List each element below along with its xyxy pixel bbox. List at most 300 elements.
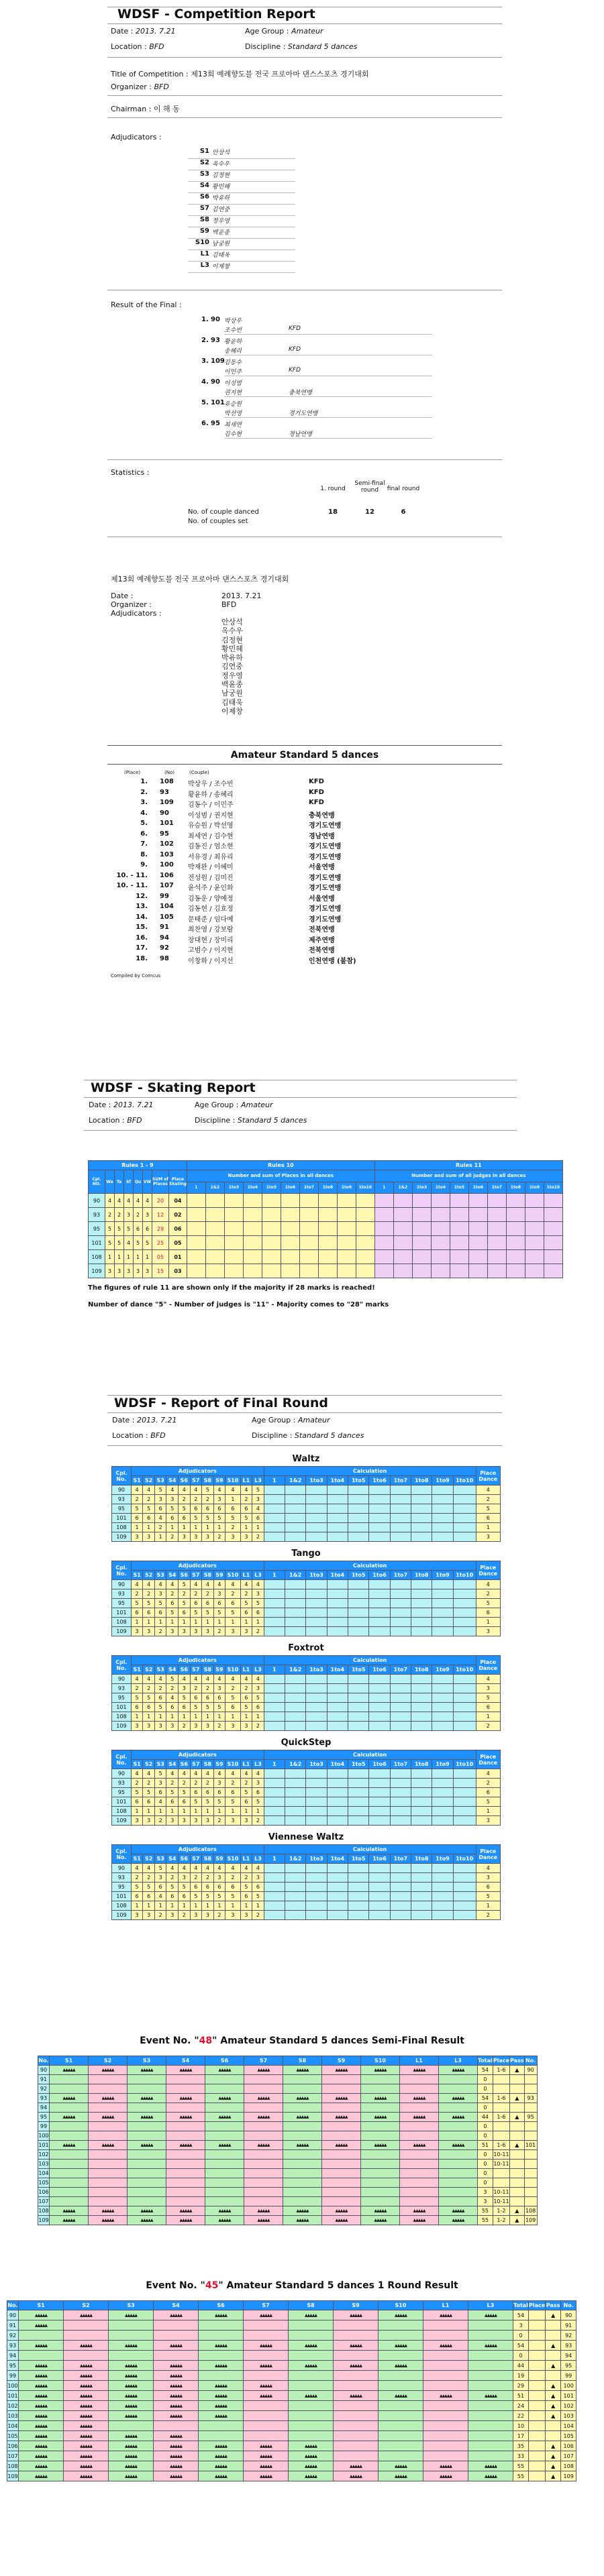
- result-club: 전북연맹: [309, 947, 335, 954]
- judge-header: S4: [166, 1854, 179, 1864]
- semi-marks: ▲▲▲▲▲: [400, 2206, 439, 2216]
- r1-marks: [423, 2351, 468, 2361]
- calc-cell: [306, 1722, 327, 1731]
- judge-header: S8: [202, 1665, 214, 1675]
- r1-marks: ▲▲▲▲▲: [109, 2401, 154, 2411]
- dance-cell: 2: [213, 1911, 225, 1920]
- calc-cell: [453, 1873, 476, 1883]
- final-result-label: Result of the Final :: [111, 300, 182, 309]
- r1-marks: ▲▲▲▲▲: [379, 2461, 423, 2471]
- location-value: BFD: [149, 42, 164, 51]
- calc-cell: [390, 1807, 411, 1816]
- result-place: 8.: [140, 850, 148, 858]
- rule10-cell: [356, 1194, 374, 1208]
- calc-cell: [432, 1807, 453, 1816]
- r1-marks: ▲▲▲▲▲: [19, 2441, 64, 2451]
- semi-place: [493, 2178, 509, 2188]
- dance-cell: 1: [252, 1807, 264, 1816]
- r1-place: [529, 2411, 546, 2421]
- r1-marks: ▲▲▲▲▲: [109, 2361, 154, 2371]
- dance-cell: 1: [240, 1901, 252, 1911]
- calc-header: 1to6: [369, 1854, 390, 1864]
- dance-cell: 4: [166, 1486, 179, 1495]
- dance-cell: 5: [143, 1788, 155, 1797]
- r1-marks: [379, 2371, 423, 2381]
- rule10-cell: [337, 1236, 356, 1250]
- semi-pass: ▲: [510, 2094, 525, 2103]
- r1-side-header: No.: [561, 2301, 576, 2310]
- semi-marks: ▲▲▲▲▲: [50, 2216, 89, 2225]
- dance-cell: 108: [112, 1618, 132, 1627]
- dance-cell: 5: [202, 1486, 214, 1495]
- judge-header: L1: [240, 1665, 252, 1675]
- dance-cell: 109: [112, 1722, 132, 1731]
- rule10-cell: [187, 1194, 205, 1208]
- dance-cell: 4: [143, 1769, 155, 1779]
- semi-marks: [361, 2169, 400, 2178]
- calc-header: 1: [264, 1476, 285, 1486]
- semi-marks: ▲▲▲▲▲: [50, 2141, 89, 2150]
- rule11-cell: [431, 1208, 450, 1222]
- dance-cell: 1: [202, 1712, 214, 1722]
- calc-cell: [306, 1873, 327, 1883]
- calc-cell: [390, 1523, 411, 1532]
- stats-col-3: final round: [387, 486, 420, 492]
- calc-cell: [285, 1599, 306, 1608]
- calc-col-header: 1to3: [412, 1182, 431, 1194]
- skating-cell: 3: [124, 1264, 134, 1278]
- r1-marks: ▲▲▲▲▲: [19, 2461, 64, 2471]
- r1-marks: ▲▲▲▲▲: [334, 2471, 379, 2481]
- dance-cell: 95: [112, 1504, 132, 1514]
- rule11-cell: [525, 1222, 544, 1236]
- rule10-cell: [337, 1250, 356, 1264]
- semi-judge-header: L3: [439, 2056, 478, 2066]
- calc-cell: [306, 1495, 327, 1504]
- rule10-cell: [243, 1236, 262, 1250]
- dance-cell: 4: [143, 1864, 155, 1873]
- semi-pass: [510, 2075, 525, 2084]
- adjudicator-row: [188, 182, 295, 193]
- r1-marks: ▲▲▲▲▲: [154, 2361, 199, 2371]
- calc-cell: [432, 1580, 453, 1589]
- r1-row: [7, 2320, 576, 2331]
- result-couple: 황윤하 / 송혜리: [188, 791, 234, 799]
- results-header: 제13회 예례향도블 전국 프로아마 댄스스포츠 경기대회: [111, 575, 289, 583]
- rule11-cell: [506, 1264, 525, 1278]
- judge-header: L1: [240, 1854, 252, 1864]
- calc-header: 1to10: [453, 1854, 476, 1864]
- semi-marks: [128, 2169, 166, 2178]
- rule11-cell: [374, 1264, 393, 1278]
- adjudicators-header: Adjudicators: [131, 1750, 264, 1760]
- dance-cell: 4: [179, 1864, 191, 1873]
- judge-header: S6: [179, 1760, 191, 1769]
- semi-row-no: 103: [38, 2160, 50, 2169]
- calc-cell: [348, 1883, 369, 1892]
- final-club: 경남연맹: [289, 431, 312, 438]
- dance-cell: 2: [252, 1722, 264, 1731]
- calc-cell: [306, 1779, 327, 1788]
- dance-cell: 6: [225, 1703, 240, 1712]
- r1-marks: [64, 2331, 109, 2341]
- dance-cell: 6: [240, 1608, 252, 1618]
- rule10-cell: [224, 1222, 243, 1236]
- calc-col-header: 1to7: [487, 1182, 506, 1194]
- judge-header: S10: [225, 1476, 240, 1486]
- semi-total: 51: [478, 2141, 493, 2150]
- skating-discipline: Standard 5 dances: [237, 1116, 307, 1125]
- rule11-cell: [393, 1194, 412, 1208]
- calc-cell: [264, 1589, 285, 1599]
- r1-result-no: 108: [561, 2461, 576, 2471]
- results-row: [107, 923, 483, 934]
- adjudicator-name: 이제창: [212, 264, 230, 270]
- calc-cell: [285, 1883, 306, 1892]
- results-date-label: Date :: [111, 592, 134, 600]
- dance-cell: 4: [202, 1864, 214, 1873]
- calc-header: 1to5: [348, 1476, 369, 1486]
- r1-marks: ▲▲▲▲▲: [109, 2471, 154, 2481]
- r1-result-no: 93: [561, 2341, 576, 2351]
- statistics-label: Statistics :: [111, 468, 150, 477]
- semi-result-no: [524, 2075, 537, 2084]
- calc-cell: [348, 1712, 369, 1722]
- r1-marks: ▲▲▲▲▲: [379, 2391, 423, 2401]
- r1-marks: ▲▲▲▲▲: [19, 2421, 64, 2431]
- final-number: 90: [211, 316, 220, 323]
- r1-pass: [546, 2331, 561, 2341]
- r1-marks: ▲▲▲▲▲: [109, 2371, 154, 2381]
- adjudicator-list: [188, 148, 295, 273]
- adjudicator-code: L3: [200, 262, 209, 269]
- semi-result-no: [524, 2169, 537, 2178]
- calc-cell: [348, 1589, 369, 1599]
- judge-header: S10: [225, 1571, 240, 1580]
- r1-total: 29: [513, 2381, 529, 2391]
- calc-cell: [285, 1901, 306, 1911]
- calc-header: 1to3: [306, 1571, 327, 1580]
- r1-row: [7, 2461, 576, 2471]
- judge-header: S3: [154, 1760, 166, 1769]
- r1-judge-header: L1: [423, 2301, 468, 2310]
- semi-pass: [510, 2188, 525, 2197]
- semi-marks: [205, 2122, 244, 2131]
- semi-result-no: [524, 2131, 537, 2141]
- r1-place: [529, 2341, 546, 2351]
- r1-judge-header: S2: [64, 2301, 109, 2310]
- rule10-cell: [299, 1194, 318, 1208]
- calc-cell: [285, 1712, 306, 1722]
- dance-cell: 4: [131, 1769, 143, 1779]
- dance-cell: 6: [154, 1504, 166, 1514]
- calc-cell: [432, 1675, 453, 1684]
- r1-marks: [423, 2331, 468, 2341]
- dance-cell: 5: [240, 1514, 252, 1523]
- dance-cell: 4: [225, 1769, 240, 1779]
- dance-cell: 5: [131, 1693, 143, 1703]
- semi-marks: [244, 2150, 283, 2160]
- r1-marks: ▲▲▲▲▲: [154, 2471, 199, 2481]
- dance-cell: 4: [202, 1675, 214, 1684]
- r1-pass: ▲: [546, 2401, 561, 2411]
- semi-marks: [322, 2178, 361, 2188]
- dance-cell: 6: [240, 1892, 252, 1901]
- dance-cell: 3: [131, 1532, 143, 1542]
- semi-row: [38, 2178, 538, 2188]
- semi-place: 1-6: [493, 2113, 509, 2122]
- semi-marks: [322, 2197, 361, 2206]
- r1-marks: [334, 2451, 379, 2461]
- r1-judge-header: S10: [379, 2301, 423, 2310]
- semi-marks: [283, 2150, 322, 2160]
- r1-marks: [423, 2441, 468, 2451]
- skating-title: WDSF - Skating Report: [91, 1080, 256, 1095]
- skating-cell: 95: [89, 1222, 105, 1236]
- dance-cell: 2: [213, 1722, 225, 1731]
- calc-cell: [432, 1883, 453, 1892]
- semi-row: [38, 2216, 538, 2225]
- dance-cell: 2: [213, 1532, 225, 1542]
- dance-cell: 5: [131, 1883, 143, 1892]
- dance-cell: 2: [202, 1589, 214, 1599]
- judge-header: S7: [190, 1571, 202, 1580]
- rule11-cell: [393, 1250, 412, 1264]
- semi-marks: ▲▲▲▲▲: [322, 2094, 361, 2103]
- r1-place: [529, 2351, 546, 2361]
- calc-cell: [411, 1883, 432, 1892]
- skating-cell: 01: [169, 1250, 187, 1264]
- dance-cell: 2: [190, 1589, 202, 1599]
- calc-header: 1&2: [285, 1760, 306, 1769]
- calc-header: 1to3: [306, 1665, 327, 1675]
- dance-cell: 4: [252, 1675, 264, 1684]
- skating-col-header: VW: [143, 1170, 152, 1194]
- semi-marks: [439, 2197, 478, 2206]
- place-cell: 4: [476, 1486, 500, 1495]
- semi-marks: ▲▲▲▲▲: [50, 2066, 89, 2075]
- r1-row: [7, 2361, 576, 2371]
- calc-col-header: 1&2: [393, 1182, 412, 1194]
- dance-cell: 3: [143, 1911, 155, 1920]
- calc-cell: [453, 1892, 476, 1901]
- results-adjudicator: 남궁원: [221, 689, 243, 698]
- semi-marks: [322, 2103, 361, 2113]
- dance-cell: 4: [202, 1580, 214, 1589]
- result-place: 18.: [136, 954, 148, 962]
- dance-cell: 93: [112, 1873, 132, 1883]
- r1-marks: ▲▲▲▲▲: [199, 2411, 244, 2421]
- dance-cell: 5: [179, 1788, 191, 1797]
- result-place: 3.: [140, 799, 148, 806]
- calc-cell: [369, 1608, 390, 1618]
- final-leader: 최세연: [224, 422, 242, 429]
- place-cell: 1: [476, 1712, 500, 1722]
- judge-header: S9: [213, 1476, 225, 1486]
- dance-cell: 1: [143, 1618, 155, 1627]
- judge-header: S2: [143, 1665, 155, 1675]
- result-club: 충북연맹: [309, 811, 335, 820]
- result-number: 104: [160, 903, 174, 910]
- dance-cell: 109: [112, 1532, 132, 1542]
- semi-row: [38, 2169, 538, 2178]
- rule10-cell: [224, 1236, 243, 1250]
- semi-row-no: 104: [38, 2169, 50, 2178]
- r1-marks: [379, 2411, 423, 2421]
- semi-marks: [205, 2169, 244, 2178]
- calc-cell: [390, 1788, 411, 1797]
- r1-marks: [289, 2351, 334, 2361]
- semi-event-title: " Amateur Standard 5 dances Semi-Final Result: [212, 2035, 464, 2046]
- dance-cell: 3: [252, 1684, 264, 1693]
- result-couple: 김동운 / 양예정: [188, 895, 234, 903]
- dance-cell: 5: [154, 1703, 166, 1712]
- place-header: Place Dance: [476, 1750, 500, 1769]
- calc-cell: [348, 1722, 369, 1731]
- adjudicators-header: Adjudicators: [131, 1467, 264, 1476]
- dance-cell: 3: [154, 1589, 166, 1599]
- dance-cell: 1: [252, 1712, 264, 1722]
- dance-cell: 1: [154, 1618, 166, 1627]
- dance-cell: 1: [131, 1618, 143, 1627]
- r1-marks: ▲▲▲▲▲: [109, 2381, 154, 2391]
- rule11-cell: [393, 1208, 412, 1222]
- skating-row: [89, 1208, 563, 1222]
- dance-cell: 2: [202, 1684, 214, 1693]
- dance-cell: 2: [131, 1779, 143, 1788]
- semi-total: 3: [478, 2188, 493, 2197]
- result-number: 109: [160, 799, 174, 806]
- dance-row: [112, 1627, 501, 1636]
- r1-judge-header: S7: [244, 2301, 289, 2310]
- rule10-cell: [205, 1264, 224, 1278]
- chairman-label: Chairman :: [111, 105, 152, 113]
- semi-row: [38, 2206, 538, 2216]
- calc-header: 1to10: [453, 1476, 476, 1486]
- calc-cell: [285, 1514, 306, 1523]
- calc-header: 1to10: [453, 1760, 476, 1769]
- cpl-header: Cpl. No.: [112, 1656, 132, 1675]
- dance-row: [112, 1722, 501, 1731]
- dance-cell: 2: [131, 1873, 143, 1883]
- rule10-cell: [337, 1264, 356, 1278]
- adjudicator-code: S6: [199, 193, 209, 201]
- calc-cell: [390, 1873, 411, 1883]
- r1-marks: ▲▲▲▲▲: [64, 2401, 109, 2411]
- calc-cell: [306, 1807, 327, 1816]
- semi-marks: [400, 2103, 439, 2113]
- dance-cell: 4: [252, 1864, 264, 1873]
- r1-marks: [154, 2351, 199, 2361]
- dance-cell: 2: [240, 1779, 252, 1788]
- rule11-cell: [506, 1236, 525, 1250]
- calc-cell: [390, 1892, 411, 1901]
- calc-cell: [285, 1816, 306, 1826]
- rule10-cell: [243, 1194, 262, 1208]
- result-club: 서울연맹: [309, 864, 335, 871]
- calc-cell: [327, 1883, 348, 1892]
- semi-marks: [89, 2197, 128, 2206]
- r1-marks: ▲▲▲▲▲: [19, 2310, 64, 2320]
- final-partner: 권지현: [224, 390, 242, 396]
- calc-cell: [411, 1618, 432, 1627]
- result-place: 15.: [136, 923, 148, 931]
- semi-marks: [128, 2188, 166, 2197]
- r1-marks: ▲▲▲▲▲: [154, 2451, 199, 2461]
- r1-marks: ▲▲▲▲▲: [468, 2461, 513, 2471]
- r1-marks: [468, 2401, 513, 2411]
- r1-judge-header: S8: [289, 2301, 334, 2310]
- judge-header: S3: [154, 1665, 166, 1675]
- semi-side-header: Place: [493, 2056, 509, 2066]
- dance-cell: 3: [240, 1722, 252, 1731]
- organizer-label: Organizer :: [111, 82, 152, 91]
- semi-marks: [50, 2103, 89, 2113]
- dance-row: [112, 1514, 501, 1523]
- semi-row-no: 94: [38, 2103, 50, 2113]
- calc-cell: [390, 1589, 411, 1599]
- results-adjudicator: 김정현: [221, 635, 243, 645]
- rule11-cell: [374, 1208, 393, 1222]
- results-row: [107, 778, 483, 789]
- r1-place: [529, 2431, 546, 2441]
- calc-cell: [411, 1901, 432, 1911]
- adjudicator-row: [188, 148, 295, 159]
- calc-header: 1to4: [327, 1665, 348, 1675]
- semi-marks: [89, 2150, 128, 2160]
- calc-cell: [306, 1608, 327, 1618]
- calc-cell: [453, 1486, 476, 1495]
- dance-cell: 6: [225, 1788, 240, 1797]
- semi-marks: ▲▲▲▲▲: [361, 2113, 400, 2122]
- calc-cell: [411, 1816, 432, 1826]
- semi-total: 44: [478, 2113, 493, 2122]
- r1-place: [529, 2451, 546, 2461]
- rule11-cell: [374, 1222, 393, 1236]
- dance-cell: 2: [240, 1684, 252, 1693]
- result-couple: 고범수 / 이지현: [188, 947, 234, 954]
- dance-cell: 101: [112, 1797, 132, 1807]
- calc-cell: [285, 1618, 306, 1627]
- semi-place: 1-6: [493, 2094, 509, 2103]
- r1-marks: ▲▲▲▲▲: [289, 2391, 334, 2401]
- calc-header: 1to8: [411, 1760, 432, 1769]
- calc-cell: [390, 1684, 411, 1693]
- calc-cell: [285, 1504, 306, 1514]
- calc-cell: [411, 1532, 432, 1542]
- r1-marks: [109, 2351, 154, 2361]
- final-place: 2.: [201, 337, 209, 344]
- calc-cell: [453, 1797, 476, 1807]
- dance-cell: 3: [202, 1532, 214, 1542]
- dance-cell: 1: [240, 1618, 252, 1627]
- r1-marks: [64, 2351, 109, 2361]
- rule10-cell: [318, 1264, 337, 1278]
- place-cell: 3: [476, 1873, 500, 1883]
- dance-row: [112, 1797, 501, 1807]
- calc-cell: [453, 1807, 476, 1816]
- dance-cell: 3: [202, 1816, 214, 1826]
- rule11-cell: [468, 1222, 487, 1236]
- rule11-cell: [412, 1250, 431, 1264]
- semi-marks: [244, 2178, 283, 2188]
- result-club: 경기도연맹: [309, 843, 342, 850]
- semi-marks: ▲▲▲▲▲: [205, 2066, 244, 2075]
- semi-marks: [361, 2150, 400, 2160]
- calc-cell: [285, 1608, 306, 1618]
- r1-marks: ▲▲▲▲▲: [19, 2371, 64, 2381]
- semi-marks: [283, 2075, 322, 2084]
